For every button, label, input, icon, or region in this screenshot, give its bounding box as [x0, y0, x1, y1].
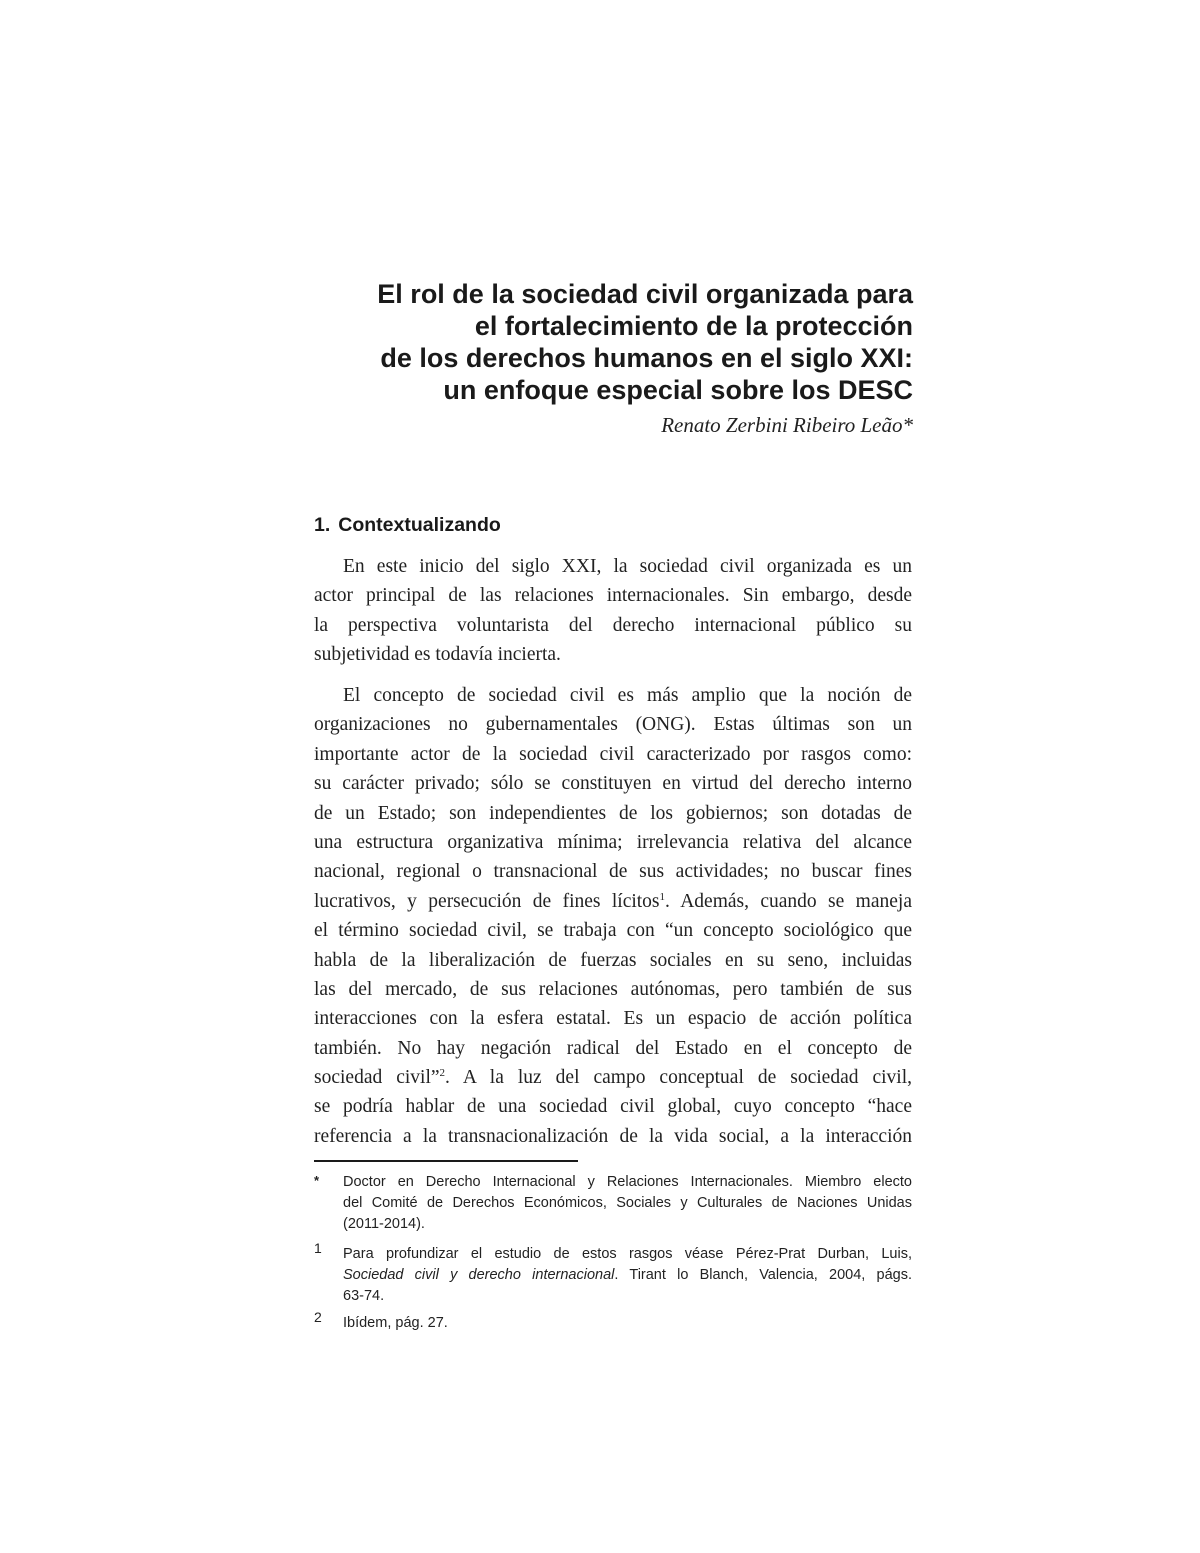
cited-work-title: Sociedad civil y derecho internacional: [343, 1267, 615, 1283]
paragraph-line: de un Estado; son independientes de los gobiernos; son dotadas de: [314, 802, 912, 824]
footnote-mark: *: [314, 1173, 320, 1188]
paragraph-2: [314, 681, 912, 1151]
footnote-ref-1[interactable]: 1: [659, 890, 666, 903]
paragraph-line: se podría hablar de una sociedad civil global, cuyo concepto “hace: [314, 1096, 912, 1118]
line-text: sociedad civil”: [314, 1067, 440, 1089]
title-line: El rol de la sociedad civil organizada para: [377, 279, 913, 309]
footnote-mark: 1: [314, 1240, 322, 1256]
line-text: . Además, cuando se maneja: [665, 890, 912, 912]
paragraph-line: el término sociedad civil, se trabaja con “un concepto sociológico que: [314, 920, 912, 942]
paragraph-1: [314, 552, 912, 670]
footnote-mark: 2: [314, 1309, 322, 1325]
paragraph-line: referencia a la transnacionalización de la vida social, a la interacción: [314, 1125, 912, 1147]
footnote-1: [314, 1240, 912, 1307]
footnote-line: Para profundizar el estudio de estos rasgos véase Pérez-Prat Durban, Luis,: [343, 1246, 912, 1262]
line-text: . A la luz del campo conceptual de sociedad civil,: [445, 1067, 912, 1089]
footnote-author: [314, 1172, 912, 1235]
section-number: 1.: [314, 514, 331, 536]
footnote-line: (2011-2014).: [343, 1216, 425, 1232]
paragraph-line: una estructura organizativa mínima; irrelevancia relativa del alcance: [314, 831, 912, 853]
paragraph-line: habla de la liberalización de fuerzas sociales en su seno, incluidas: [314, 949, 912, 971]
section-heading: [314, 511, 501, 539]
footnote-2: [314, 1309, 912, 1334]
paragraph-line: En este inicio del siglo XXI, la sociedad civil organizada es un: [343, 556, 912, 577]
paragraph-line: la perspectiva voluntarista del derecho internacional público su: [314, 614, 912, 636]
article-title: [300, 278, 913, 406]
title-line: un enfoque especial sobre los DESC: [443, 375, 913, 405]
paragraph-line: importante actor de la sociedad civil caracterizado por rasgos como:: [314, 743, 912, 765]
paragraph-line: subjetividad es todavía incierta.: [314, 644, 561, 666]
title-line: de los derechos humanos en el siglo XXI:: [380, 343, 913, 373]
paragraph-line: actor principal de las relaciones internacionales. Sin embargo, desde: [314, 585, 912, 607]
footnote-ref-2[interactable]: 2: [439, 1067, 446, 1080]
paragraph-line: nacional, regional o transnacional de sus actividades; no buscar fines: [314, 861, 912, 883]
paragraph-line: [314, 1063, 912, 1092]
footnote-line: [343, 1265, 912, 1286]
line-text: lucrativos, y persecución de fines lícitos: [314, 890, 660, 912]
paragraph-line: organizaciones no gubernamentales (ONG). Estas últimas son un: [314, 714, 912, 736]
title-line: el fortalecimiento de la protección: [474, 311, 913, 341]
section-title: Contextualizando: [338, 514, 501, 536]
paragraph-line: su carácter privado; sólo se constituyen en virtud del derecho interno: [314, 773, 912, 795]
footnote-separator: [314, 1160, 578, 1162]
footnote-line: 63-74.: [343, 1288, 385, 1304]
paragraph-line: [314, 887, 912, 916]
paragraph-line: las del mercado, de sus relaciones autónomas, pero también de sus: [314, 978, 912, 1000]
footnote-line: Doctor en Derecho Internacional y Relaciones Internacionales. Miembro electo: [343, 1174, 912, 1190]
footnote-line: Ibídem, pág. 27.: [343, 1315, 448, 1331]
footnote-line: del Comité de Derechos Económicos, Sociales y Culturales de Naciones Unidas: [343, 1195, 912, 1211]
paragraph-line: El concepto de sociedad civil es más amplio que la noción de: [343, 685, 912, 706]
author-name: Renato Zerbini Ribeiro Leão*: [661, 413, 913, 437]
paragraph-line: también. No hay negación radical del Estado en el concepto de: [314, 1037, 912, 1059]
paragraph-line: interacciones con la esfera estatal. Es un espacio de acción política: [314, 1008, 912, 1030]
footnote-text: . Tirant lo Blanch, Valencia, 2004, págs.: [614, 1267, 912, 1283]
